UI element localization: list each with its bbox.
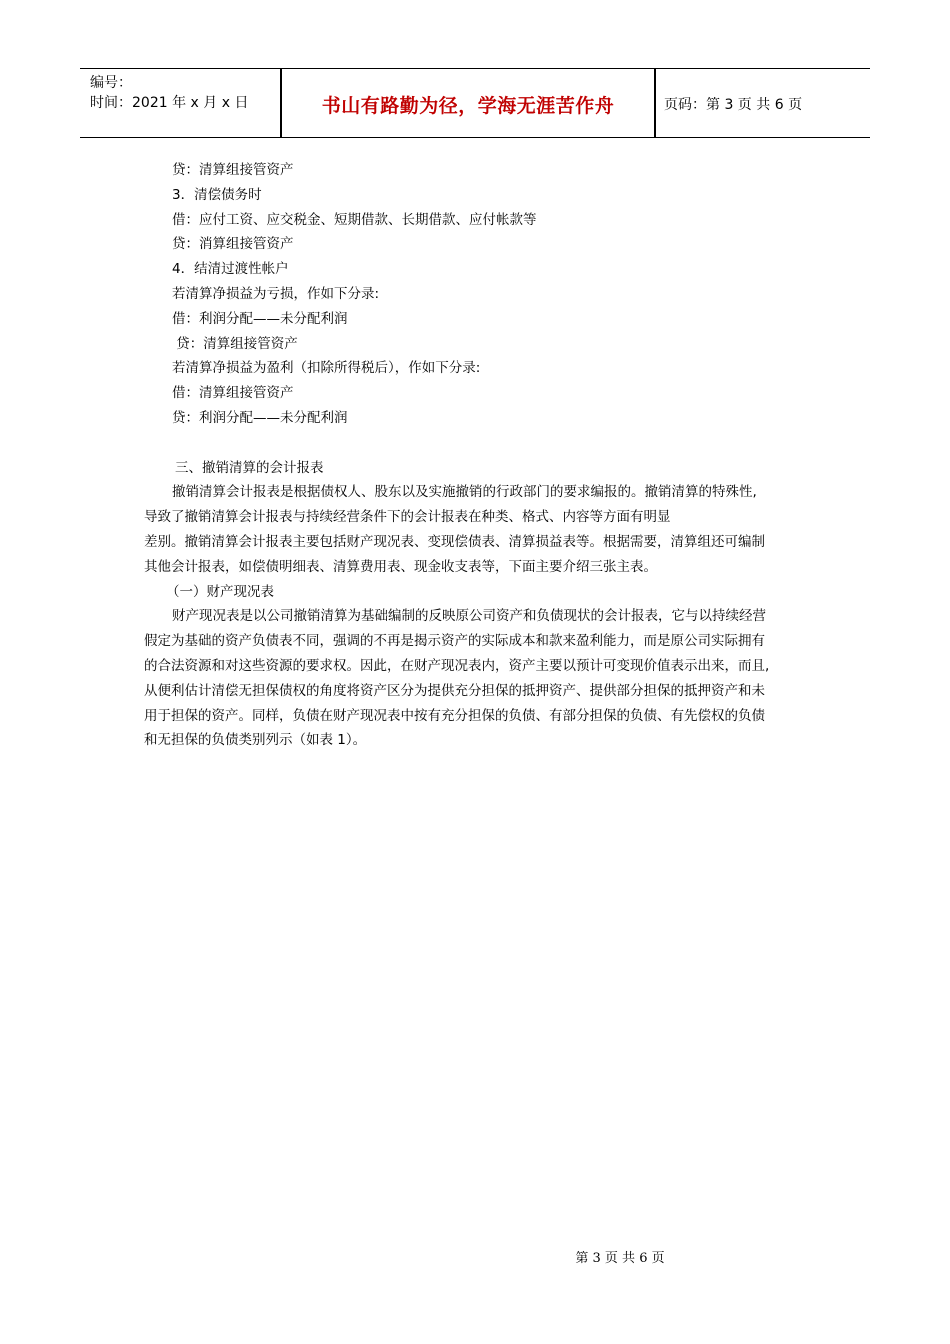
body-line: 借：清算组接管资产 bbox=[172, 385, 294, 402]
body-line: 若清算净损益为亏损，作如下分录: bbox=[172, 285, 380, 302]
header-meta bbox=[90, 73, 248, 113]
serial-number-label: 编号： bbox=[90, 75, 132, 91]
body-line: 贷：利润分配——未分配利润 bbox=[172, 409, 348, 426]
page-header bbox=[80, 68, 870, 138]
spacer bbox=[144, 431, 814, 456]
body-line: 贷：清算组接管资产 bbox=[172, 162, 294, 178]
body-line: 若清算净损益为盈利（扣除所得税后），作如下分录: bbox=[172, 360, 481, 377]
paragraph-line: 从便利估计清偿无担保债权的角度将资产区分为提供充分担保的抵押资产、提供部分担保的抵押资产和未 bbox=[144, 682, 765, 699]
body-line: 3．清偿债务时 bbox=[172, 186, 262, 203]
paragraph-property-status bbox=[144, 604, 814, 753]
paragraph-line: 撤销清算会计报表是根据债权人、股东以及实施撤销的行政部门的要求编报的。撤销清算的特殊性, bbox=[172, 484, 757, 501]
paragraph-line: 差别。撤销清算会计报表主要包括财产现况表、变现偿债表、清算损益表等。根据需要，清算组还可编制 bbox=[144, 533, 765, 550]
body-line: 借：利润分配——未分配利润 bbox=[172, 310, 348, 327]
paragraph-line: 假定为基础的资产负债表不同，强调的不再是揭示资产的实际成本和款来盈利能力，而是原公司实际拥有 bbox=[144, 633, 765, 650]
body-line: 贷：清算组接管资产 bbox=[172, 335, 298, 352]
body-line: 借：应付工资、应交税金、短期借款、长期借款、应付帐款等 bbox=[172, 211, 537, 228]
paragraph-line: 和无担保的负债类别列示（如表 1）。 bbox=[144, 732, 367, 749]
paragraph-line: 用于担保的资产。同样，负债在财产现况表中按有充分担保的负债、有部分担保的负债、有先偿权的负债 bbox=[144, 707, 765, 724]
header-page-info: 页码：第 3 页 共 6 页 bbox=[664, 97, 803, 113]
subsection-heading: （一）财产现况表 bbox=[166, 583, 274, 600]
paragraph-line: 其他会计报表，如偿债明细表、清算费用表、现金收支表等，下面主要介绍三张主表。 bbox=[144, 558, 657, 575]
header-motto: 书山有路勤为径，学海无涯苦作舟 bbox=[321, 95, 615, 117]
section-heading: 三、撤销清算的会计报表 bbox=[175, 459, 324, 476]
body-line: 4．结清过渡性帐户 bbox=[172, 261, 289, 278]
date-label: 时间：2021 年 x 月 x 日 bbox=[90, 95, 249, 111]
paragraph-line: 导致了撤销清算会计报表与持续经营条件下的会计报表在种类、格式、内容等方面有明显 bbox=[144, 509, 671, 526]
document-body bbox=[144, 158, 814, 753]
paragraph-line: 的合法资源和对这些资源的要求权。因此，在财产现况表内，资产主要以预计可变现价值表示出来，而且, bbox=[144, 657, 770, 674]
body-line: 贷：消算组接管资产 bbox=[172, 236, 294, 253]
paragraph-line: 财产现况表是以公司撤销清算为基础编制的反映原公司资产和负债现状的会计报表，它与以持续经营 bbox=[172, 608, 766, 625]
paragraph-report-overview bbox=[144, 480, 814, 579]
page-footer: 第 3 页 共 6 页 bbox=[575, 1251, 665, 1266]
header-divider-right bbox=[654, 69, 656, 137]
